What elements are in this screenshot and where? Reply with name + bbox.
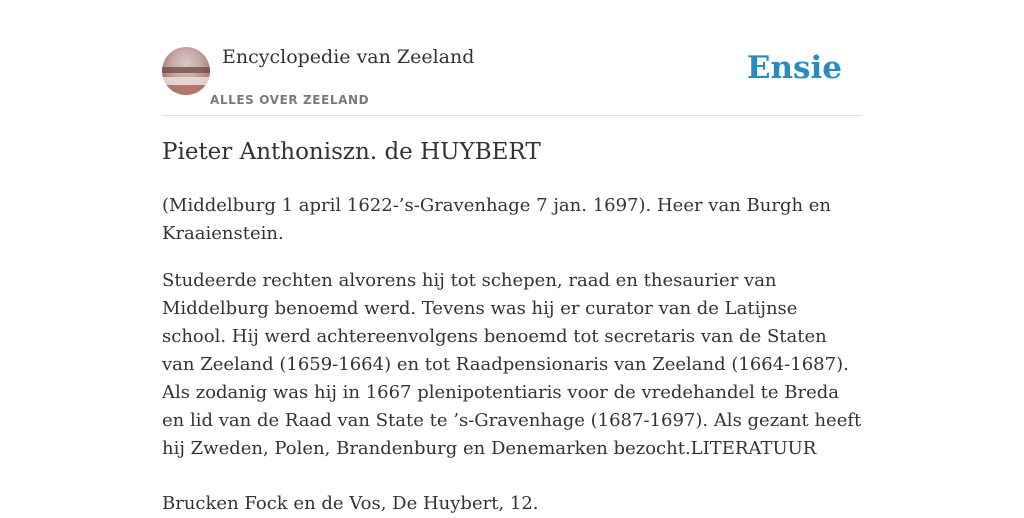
site-logo[interactable] [162, 47, 210, 95]
article-literature: Brucken Fock en de Vos, De Huybert, 12. [162, 493, 539, 514]
logo-band [162, 67, 210, 73]
site-header [162, 0, 862, 116]
article-body: Studeerde rechten alvorens hij tot schepen, raad en thesaurier van Middelburg benoemd werd. Tevens was hij er curator van de Latijnse school. Hij werd achtereenvolgens benoemd tot secretaris van de Staten van Zeeland (1659-1664) en tot Raadpensionaris van Zeeland (1664-1687). Als zodanig was hij in 1667 plenipotentiaris voor de vredehandel te Breda en lid van de Raad van State te ’s-Gravenhage (1687-1697). Als gezant heeft hij Zweden, Polen, Brandenburg en Denemarken bezocht.LITERATUUR [162, 270, 862, 459]
article-title: Pieter Anthoniszn. de HUYBERT [162, 139, 541, 165]
page [162, 0, 862, 512]
logo-band [162, 85, 210, 95]
article-intro: (Middelburg 1 april 1622-’s-Gravenhage 7 jan. 1697). Heer van Burgh en Kraaienstein. [162, 195, 832, 244]
site-tagline: ALLES OVER ZEELAND [210, 93, 370, 107]
ensie-brand-link[interactable]: Ensie [746, 50, 842, 86]
logo-band [162, 77, 210, 85]
site-title[interactable]: Encyclopedie van Zeeland [222, 46, 475, 68]
